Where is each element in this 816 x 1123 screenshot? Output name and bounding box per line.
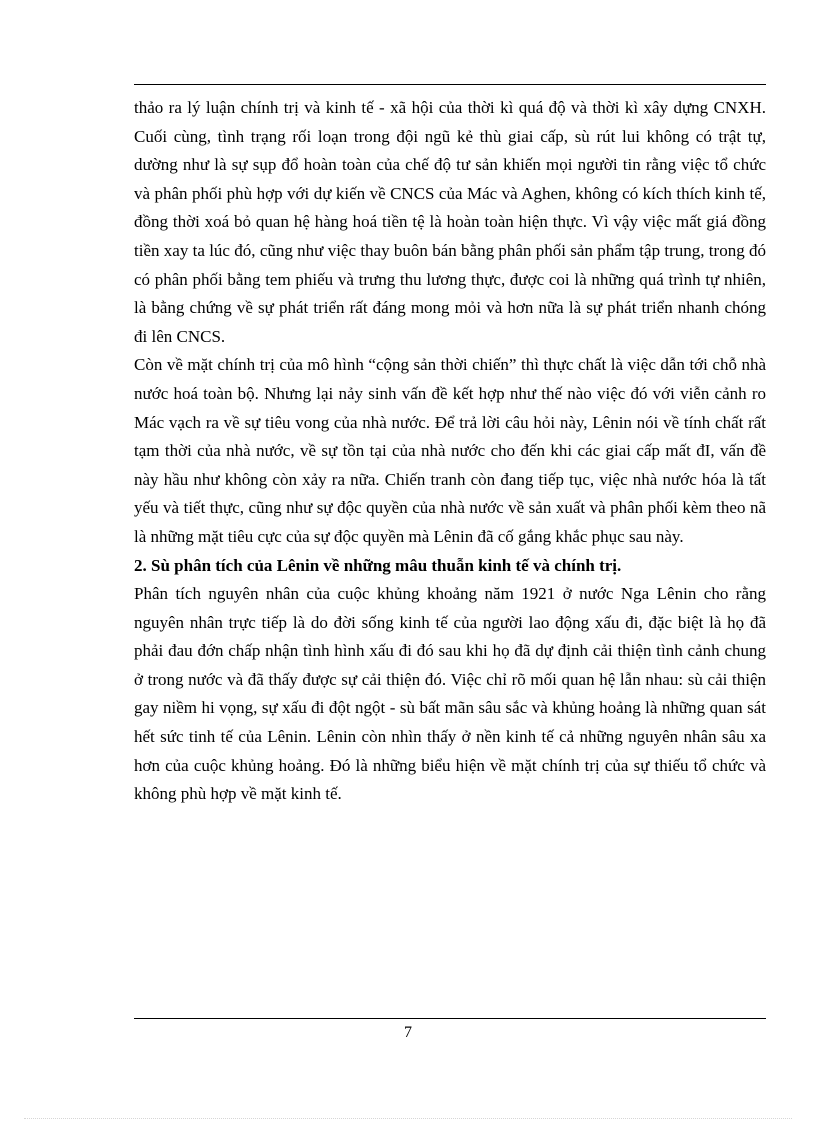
section-heading-2: 2. Sù phân tích của Lênin về những mâu thuẫn kinh tế và chính trị. [134,555,622,575]
header-rule [134,84,766,85]
paragraph-2: Còn về mặt chính trị của mô hình “cộng sản thời chiến” thì thực chất là việc dẫn tới chỗ nhà nước hoá toàn bộ. Nhưng lại nảy sinh vấn đề kết hợp như thế nào việc đó với viễn cảnh ro Mác vạch ra về sự tiêu vong của nhà nước. Để trả lời câu hỏi này, Lênin nói về tính chất rất tạm thời của nhà nước, về sự tồn tại của nhà nước cho đến khi các giai cấp mất đI, vấn đề này hầu như không còn xảy ra nữa. Chiến tranh còn đang tiếp tục, việc nhà nước hóa là tất yếu và tiết thực, cũng như sự độc quyền của nhà nước về sản xuất và phân phối kèm theo nã là những mặt tiêu cực của sự độc quyền mà Lênin đã cố gắng khắc phục sau này. [134,355,766,546]
paragraph-1: thảo ra lý luận chính trị và kinh tế - xã hội của thời kì quá độ và thời kì xây dựng CNXH. Cuối cùng, tình trạng rối loạn trong đội ngũ kẻ thù giai cấp, sù rút lui không có trật tự, dường như là sự sụp đổ hoàn toàn của chế độ tư sản khiến mọi người tin rằng việc tổ chức và phân phối phù hợp với dự kiến về CNCS của Mác và Aghen, không có kích thích kinh tế, đồng thời xoá bỏ quan hệ hàng hoá tiền tệ là hoàn toàn hiện thực. Vì vậy việc mất giá đồng tiền xay ta lúc đó, cũng như việc thay buôn bán bằng phân phối sản phẩm tập trung, trong đó có phân phối bằng tem phiếu và trưng thu lương thực, được coi là những quá trình tự nhiên, là bằng chứng về sự phát triển rất đáng mong mỏi và hơn nữa là sự phát triển nhanh chóng đi lên CNCS. [134,98,766,346]
footer-rule [134,1018,766,1019]
paragraph-3: Phân tích nguyên nhân của cuộc khủng khoảng năm 1921 ở nước Nga Lênin cho rằng nguyên nhân trực tiếp là do đời sống kinh tế của người lao động xấu đi, đặc biệt là họ đã phải đau đớn chấp nhận tình hình xấu đi đó sau khi họ đã dự định cải thiện tình cảnh chung ở trong nước và đã thấy được sự cải thiện đó. Việc chỉ rõ mối quan hệ lẫn nhau: sù cải thiện gay niềm hi vọng, sự xấu đi đột ngột - sù bất mãn sâu sắc và khủng hoảng là những quan sát hết sức tinh tế của Lênin. Lênin còn nhìn thấy ở nền kinh tế cả những nguyên nhân sâu xa hơn của cuộc khủng hoảng. Đó là những biểu hiện về mặt chính trị của sự thiếu tổ chức và không phù hợp về mặt kinh tế. [134,584,766,804]
page-number: 7 [404,1024,412,1041]
page-edge-border [24,1118,792,1119]
page-body [134,94,766,809]
